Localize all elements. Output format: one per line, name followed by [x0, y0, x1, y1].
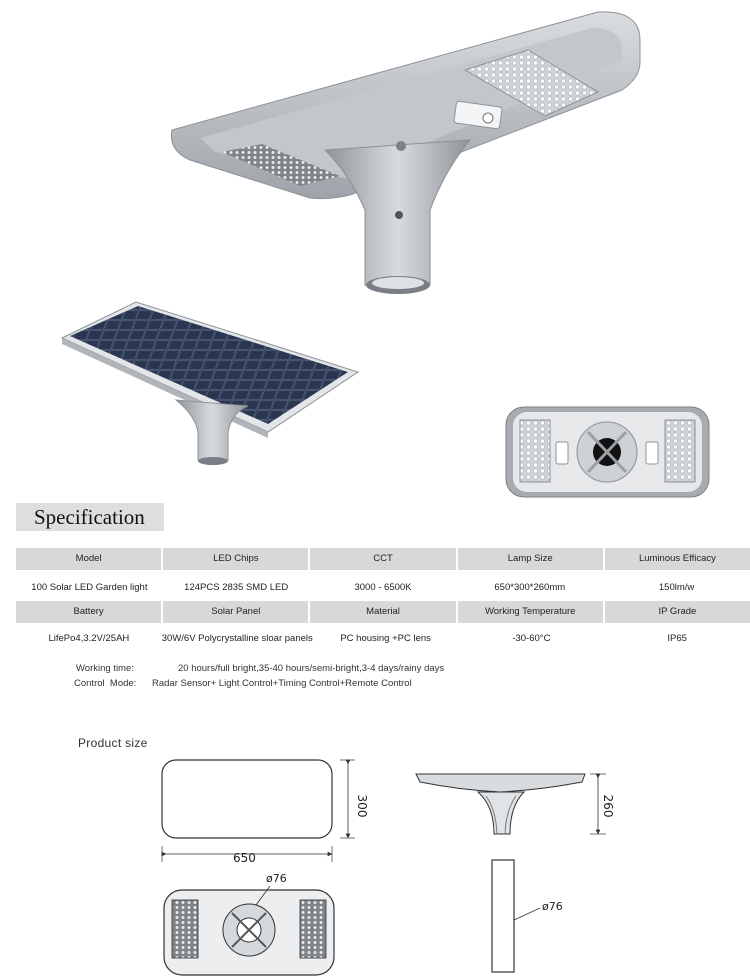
pole-drawing [492, 860, 540, 972]
header-working-temperature: Working Temperature [458, 601, 605, 623]
value-luminous-efficacy: 150lm/w [658, 582, 695, 593]
value-lamp-size: 650*300*260mm [494, 582, 566, 593]
specification-heading: Specification [16, 503, 164, 531]
spec-value-row-2 [16, 628, 750, 650]
lamp-underside-photo [171, 12, 640, 294]
control-mode-label: Control Mode: [74, 678, 137, 689]
spec-header-row-1 [16, 548, 750, 570]
value-material: PC housing +PC lens [340, 633, 431, 644]
header-cct: CCT [310, 548, 457, 570]
value-solar-panel: 30W/6V Polycrystalline sloar panels [161, 633, 313, 644]
pole-diameter-label-side: ø76 [542, 900, 563, 913]
lamp-bottom-view-photo [506, 407, 709, 497]
value-model: 100 Solar LED Garden light [31, 582, 148, 593]
spec-value-row-1 [16, 577, 750, 599]
header-battery: Battery [16, 601, 163, 623]
header-model: Model [16, 548, 163, 570]
width-dimension-label: 650 [233, 851, 256, 865]
depth-dimension-label: 300 [355, 794, 369, 818]
working-time-label: Working time: [76, 663, 134, 674]
height-dimension-label: 260 [601, 794, 615, 818]
control-mode-value: Radar Sensor+ Light Control+Timing Control+Remote Control [152, 678, 412, 689]
header-ip-grade: IP Grade [658, 606, 697, 617]
product-size-heading: Product size [78, 736, 148, 750]
header-lamp-size: Lamp Size [458, 548, 605, 570]
header-luminous-efficacy: Luminous Efficacy [638, 553, 716, 564]
lamp-solar-panel-photo [62, 302, 358, 465]
header-material: Material [310, 601, 457, 623]
value-working-temperature: -30-60°C [512, 633, 551, 644]
value-cct: 3000 - 6500K [354, 582, 412, 593]
side-view-drawing [416, 774, 606, 834]
dimension-drawings [0, 750, 750, 979]
header-solar-panel: Solar Panel [163, 601, 310, 623]
spec-header-row-2 [16, 601, 750, 623]
bottom-view-drawing [164, 886, 334, 975]
value-battery: LifePo4,3.2V/25AH [48, 633, 130, 644]
value-ip-grade: IP65 [667, 633, 687, 644]
top-view-drawing [162, 760, 355, 862]
header-led-chips: LED Chips [163, 548, 310, 570]
working-time-value: 20 hours/full bright,35-40 hours/semi-bright,3-4 days/rainy days [178, 663, 445, 674]
value-led-chips: 124PCS 2835 SMD LED [184, 582, 289, 593]
pole-diameter-label-top: ø76 [266, 872, 287, 885]
